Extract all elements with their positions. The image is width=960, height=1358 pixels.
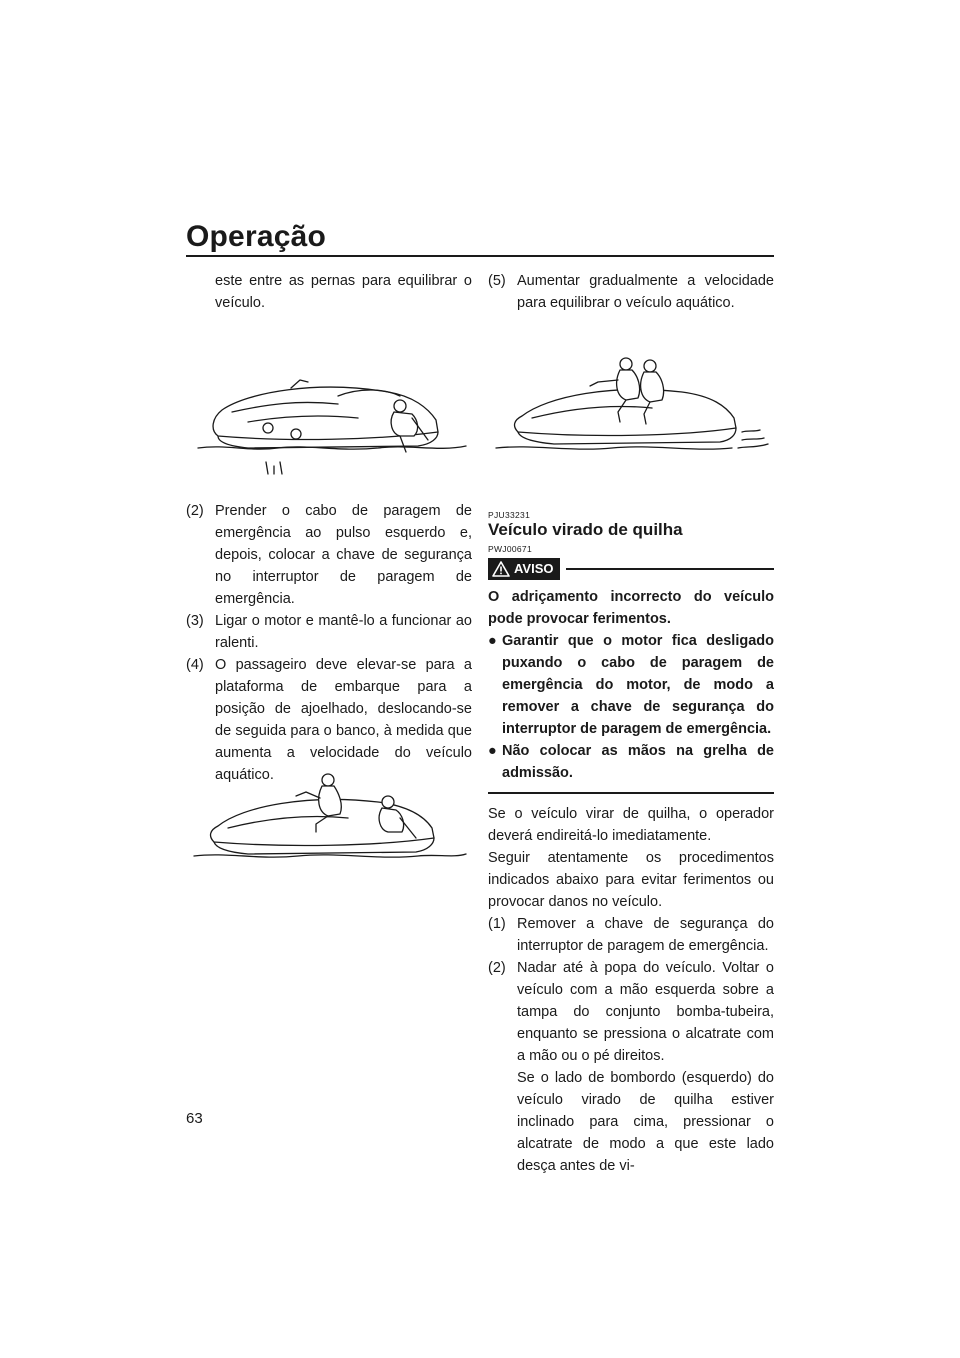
warning-header xyxy=(488,558,774,580)
warning-lead: O adriçamento incorrecto do veículo pode provocar ferimentos. xyxy=(488,589,774,627)
item-number: (2) xyxy=(186,503,204,519)
bullet-dot-icon: ● xyxy=(488,633,497,649)
warning-badge xyxy=(488,558,560,580)
list-item xyxy=(488,270,774,314)
warning-bullet xyxy=(488,740,774,784)
item-text: Nadar até à popa do veículo. Voltar o veículo com a mão esquerda sobre a tampa do conjunto bomba-tubeira, enquanto se pressiona o alcatrate com a mão ou o pé direitos. xyxy=(517,960,774,1064)
item-number: (4) xyxy=(186,657,204,673)
jetski-boarding-illustration xyxy=(188,370,470,478)
warning-code: PWJ00671 xyxy=(488,544,532,554)
paragraph: Se o veículo virar de quilha, o operador deverá endireitá-lo imediatamente. xyxy=(488,806,774,844)
list-item xyxy=(186,610,472,654)
section-code: PJU33231 xyxy=(488,510,531,520)
section-title: Veículo virado de quilha xyxy=(488,520,683,539)
bullet-dot-icon: ● xyxy=(488,743,497,759)
page-title: Operação xyxy=(186,220,326,253)
warning-label: AVISO xyxy=(514,561,554,576)
list-item xyxy=(186,654,472,786)
page-number: 63 xyxy=(186,1110,203,1127)
right-step5 xyxy=(488,270,774,314)
item-number: (1) xyxy=(488,916,506,932)
warning-bullet xyxy=(488,630,774,740)
item-text: Remover a chave de segurança do interruptor de paragem de emergência. xyxy=(517,916,774,954)
header-rule xyxy=(186,255,774,257)
warning-end-rule xyxy=(488,792,774,794)
warning-triangle-icon xyxy=(492,561,510,577)
item-continuation: Se o lado de bombordo (esquerdo) do veículo virado de quilha estiver inclinado para cima, pressionar o alcatrate de modo a que este lado desça antes de vi- xyxy=(517,1070,774,1174)
warning-bullet-text: Garantir que o motor fica desligado puxando o cabo de paragem de emergência do motor, de modo a remover a chave de segurança do interruptor de paragem de emergência. xyxy=(502,633,774,737)
item-text: Ligar o motor e mantê-lo a funcionar ao ralenti. xyxy=(215,613,472,651)
warning-bullet-text: Não colocar as mãos na grelha de admissão. xyxy=(502,743,774,781)
item-number: (5) xyxy=(488,273,506,289)
capsized-section xyxy=(488,510,774,1177)
warning-rule xyxy=(566,568,775,570)
left-continuation xyxy=(186,270,472,314)
item-text: Aumentar gradualmente a velocidade para equilibrar o veículo aquático. xyxy=(517,273,774,311)
list-item xyxy=(488,957,774,1067)
list-item xyxy=(488,913,774,957)
jetski-riding-illustration xyxy=(492,352,774,462)
paragraph: Seguir atentamente os procedimentos indicados abaixo para evitar ferimentos ou provocar danos no veículo. xyxy=(488,850,774,910)
item-number: (2) xyxy=(488,960,506,976)
item-number: (3) xyxy=(186,613,204,629)
item-text: Prender o cabo de paragem de emergência ao pulso esquerdo e, depois, colocar a chave de segurança no interruptor de paragem de emergência. xyxy=(215,503,472,607)
item-text: O passageiro deve elevar-se para a plataforma de embarque para a posição de ajoelhado, deslocando-se de seguida para o banco, à medida que aumenta a velocidade do veículo aquático. xyxy=(215,657,472,783)
continuation-text: este entre as pernas para equilibrar o veículo. xyxy=(215,273,472,311)
jetski-passenger-illustration xyxy=(188,768,470,864)
left-steps xyxy=(186,500,472,786)
list-item xyxy=(186,500,472,610)
